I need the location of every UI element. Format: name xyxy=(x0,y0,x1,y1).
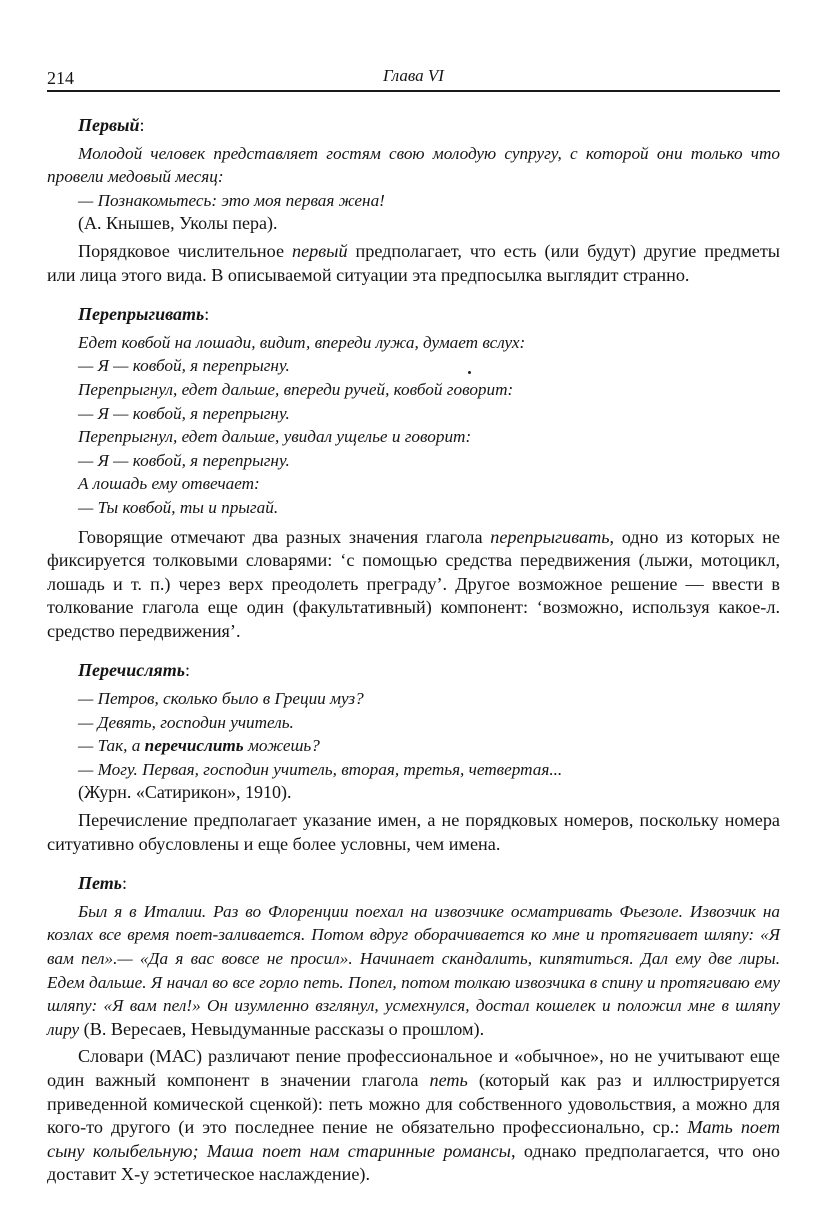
entry-headword-perechislyat: Перечислять: xyxy=(78,660,190,681)
term: петь xyxy=(429,1069,468,1090)
example-line: — Петров, сколько было в Греции муз? xyxy=(78,689,364,709)
citation: (Журн. «Сатирикон», 1910). xyxy=(78,782,292,803)
example-line: — Я — ковбой, я перепрыгну. xyxy=(78,356,290,376)
example-line: Молодой человек представляет гостям свою молодую супругу, с которой они только что провели медовый месяц: xyxy=(47,143,780,187)
example-line: — Так, а перечислить можешь? xyxy=(78,736,320,756)
page-content xyxy=(47,114,780,1187)
entry-headword-pet: Петь: xyxy=(78,873,127,894)
example-line: — Ты ковбой, ты и прыгай. xyxy=(78,497,279,517)
example-line: Едет ковбой на лошади, видит, впереди лужа, думает вслух: xyxy=(78,332,526,352)
comment-paragraph: Порядковое числительное первый предполагает, что есть (или будут) другие предметы или лица этого вида. В описываемой ситуации эта предпосылка выглядит странно. xyxy=(47,240,780,285)
comment-paragraph: Говорящие отмечают два разных значения глагола перепрыгивать, одно из которых не фиксируется толковыми словарями: ‘с помощью средства передвижения (лыжи, мотоцикл, лошадь и т. п.) через верх преодолеть преграду’. Другое возможное решение — ввести в толкование глагола еще один (факультативный) компонент: ‘возможно, используя какое-л. средство передвижения’. xyxy=(47,526,780,641)
bold-term: перечислить xyxy=(144,736,244,756)
citation: (А. Кнышев, Уколы пера). xyxy=(78,213,278,234)
example-line: — Я — ковбой, я перепрыгну. xyxy=(78,450,290,470)
book-page xyxy=(47,64,780,1187)
example-line: Перепрыгнул, едет дальше, впереди ручей, ковбой говорит: xyxy=(78,379,514,399)
page-header xyxy=(47,64,780,92)
example-line: — Познакомьтесь: это моя первая жена! xyxy=(78,190,385,210)
example-line: А лошадь ему отвечает: xyxy=(78,474,260,494)
page-number: 214 xyxy=(47,68,74,88)
term: перепрыгивать xyxy=(490,526,610,547)
example-paragraph: Был я в Италии. Раз во Флоренции поехал на извозчике осматривать Фьезоле. Извозчик на козлах все время поет-заливается. Потом вдруг оборачивается ко мне и протягивает шляпу: «Я вам пел».— «Да я вас вовсе не просил». Начинает скандалить, кипятиться. Дал ему две лиры. Едем дальше. Я начал во все горло петь. Попел, потом толкаю извозчика в спину и протягиваю ему шляпу: «Я вам пел!» Он изумленно взглянул, усмехнулся, достал кошелек и положил мне в шляпу лиру (В. Вересаев, Невыдуманные рассказы о прошлом). xyxy=(47,901,780,1039)
entry-headword-pervyi: Первый: xyxy=(78,115,145,135)
example-line: — Я — ковбой, я перепрыгну. xyxy=(78,403,290,423)
comment-paragraph: Перечисление предполагает указание имен, а не порядковых номеров, поскольку номера ситуативно обусловлены и еще более условны, чем имена. xyxy=(47,810,780,854)
comment-paragraph: Словари (МАС) различают пение профессиональное и «обычное», но не учитывают еще один важный компонент в значении глагола петь (который как раз и иллюстрируется приведенной комической сценкой): петь можно для собственного удовольствия, а можно для кого-то другого (и это последнее пение не обязательно профессионально, ср.: Мать поет сыну колыбельную; Маша поет нам старинные романсы, однако предполагается, что оно доставит Х-у эстетическое наслаждение). xyxy=(47,1046,781,1185)
term: первый xyxy=(291,240,348,261)
examples: Мать поет сыну колыбельную; Маша поет нам старинные романсы xyxy=(47,1117,780,1161)
running-title: Глава VI xyxy=(383,66,444,85)
citation: (В. Вересаев, Невыдуманные рассказы о прошлом). xyxy=(79,1018,485,1039)
example-line: — Могу. Первая, господин учитель, вторая, третья, четвертая... xyxy=(78,759,563,779)
entry-headword-pereprygivat: Перепрыгивать: xyxy=(78,304,210,325)
example-line: — Девять, господин учитель. xyxy=(78,712,294,732)
example-line: Перепрыгнул, едет дальше, увидал ущелье и говорит: xyxy=(78,427,472,447)
